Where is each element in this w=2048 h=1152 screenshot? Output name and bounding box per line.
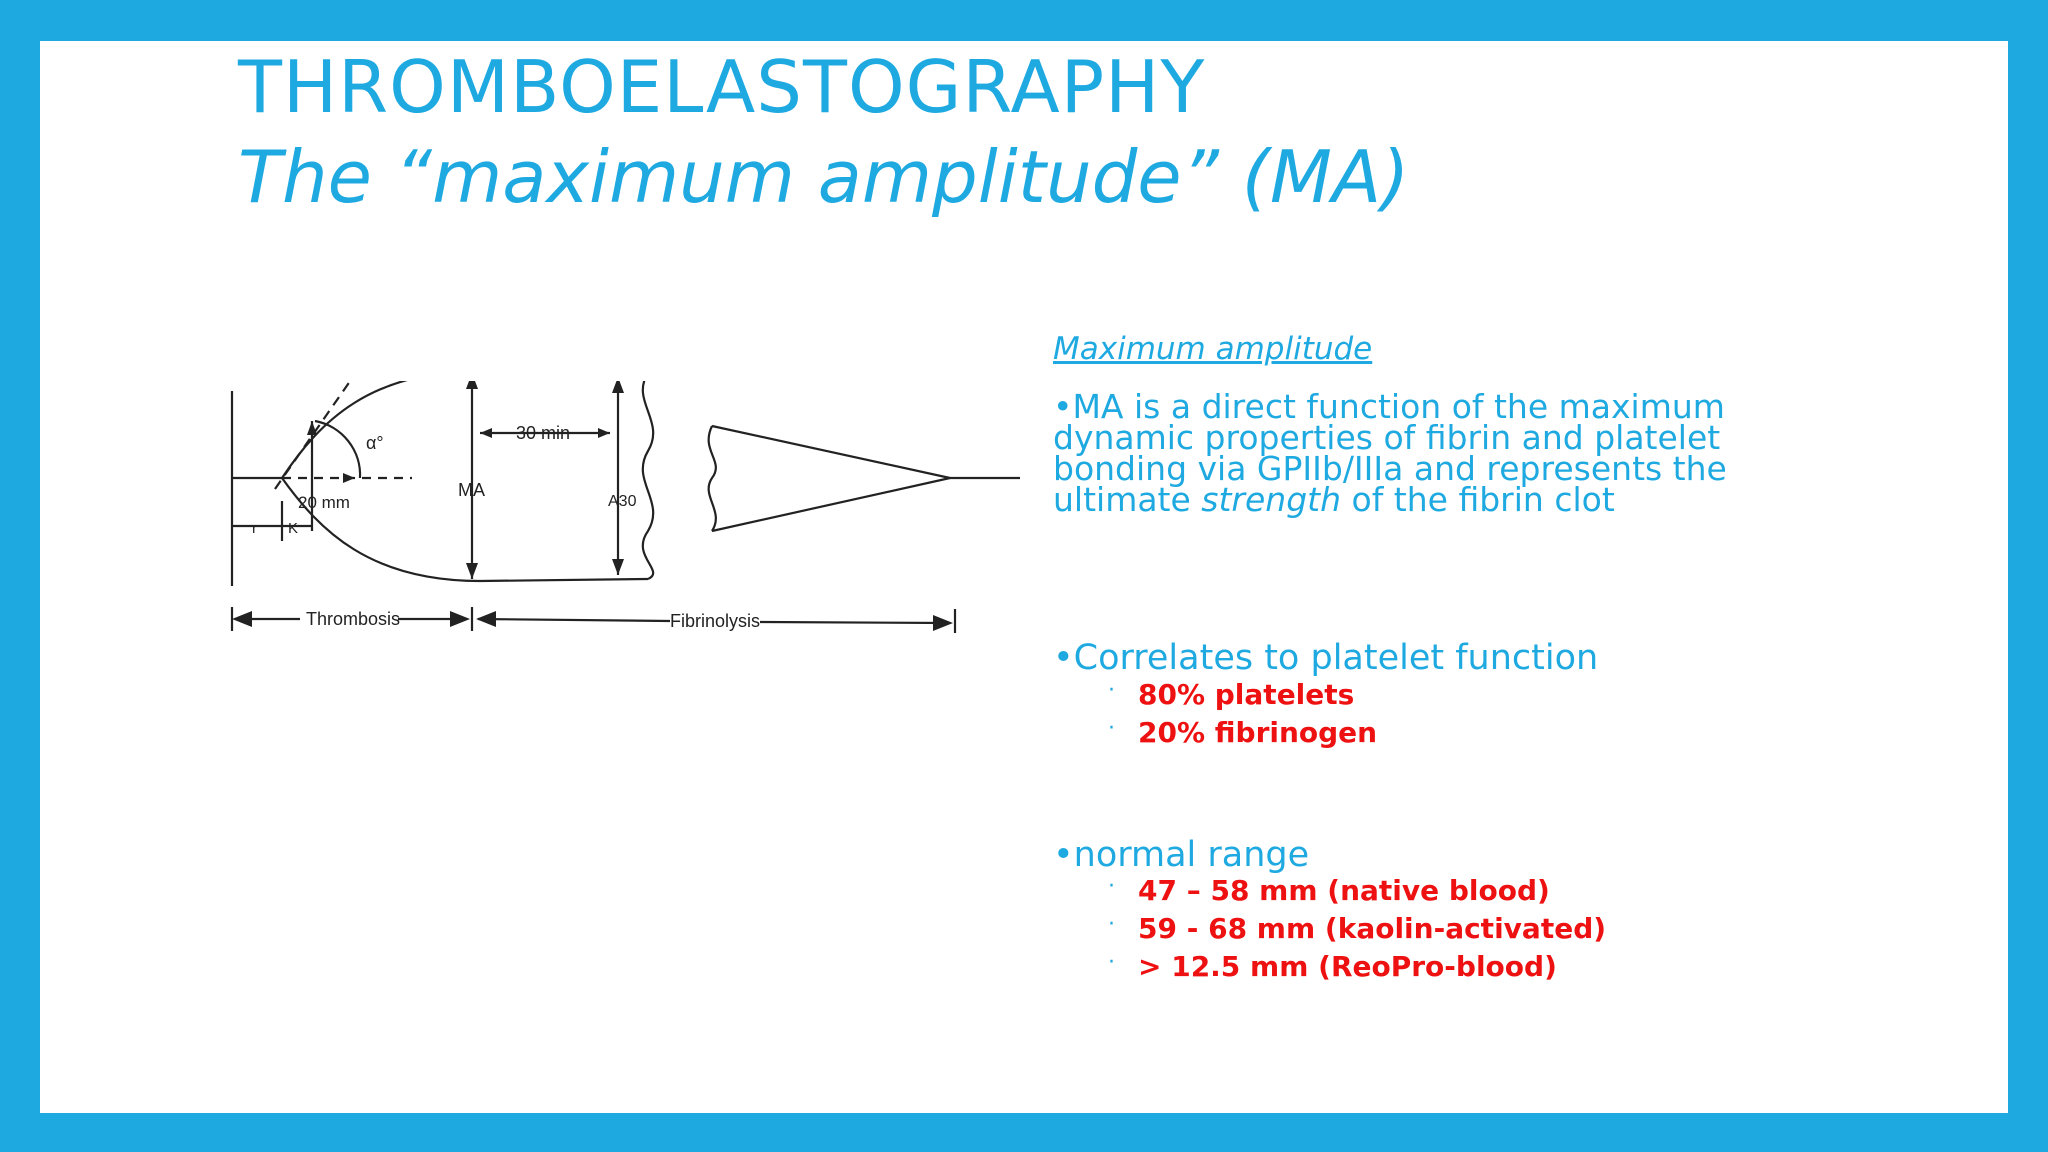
bullet-marker: · bbox=[1108, 874, 1115, 899]
bullet-marker: · bbox=[1108, 950, 1115, 975]
label-alpha: α° bbox=[366, 433, 384, 453]
sub-bullet-native bbox=[1108, 874, 1550, 907]
bullet-marker: · bbox=[1108, 716, 1115, 741]
paragraph-emphasis: strength bbox=[1201, 480, 1342, 519]
paragraph-end: of the fibrin clot bbox=[1341, 480, 1615, 519]
label-thrombosis: Thrombosis bbox=[306, 609, 401, 629]
description-paragraph bbox=[1053, 387, 1773, 519]
sub-bullet-text: > 12.5 mm (ReoPro-blood) bbox=[1138, 950, 1557, 983]
ma-arrowhead-top bbox=[466, 381, 478, 389]
fibrinolysis-arrowhead-right bbox=[933, 615, 953, 631]
thrombosis-arrowhead-left bbox=[232, 611, 252, 627]
sub-bullet-text: 80% platelets bbox=[1138, 678, 1355, 711]
bullet-marker: · bbox=[1108, 678, 1115, 703]
lysis-upper-line bbox=[712, 426, 950, 478]
sub-bullet-text: 59 - 68 mm (kaolin-activated) bbox=[1138, 912, 1607, 945]
label-ma: MA bbox=[458, 480, 485, 500]
sub-bullet-reopro bbox=[1108, 950, 1557, 983]
thrombosis-arrowhead-right bbox=[450, 611, 470, 627]
bullet-platelet-function: •Correlates to platelet function bbox=[1053, 638, 1599, 678]
sub-bullet-platelets bbox=[1108, 678, 1355, 711]
label-30-min: 30 min bbox=[516, 423, 571, 443]
sub-bullet-kaolin bbox=[1108, 912, 1607, 945]
lysis-wavy-edge bbox=[709, 426, 716, 531]
sub-bullet-fibrinogen bbox=[1108, 716, 1378, 749]
a30-arrowhead-bottom bbox=[612, 559, 624, 575]
label-fibrinolysis: Fibrinolysis bbox=[670, 611, 761, 631]
section-heading: Maximum amplitude bbox=[1053, 331, 1373, 367]
alpha-arrowhead bbox=[343, 473, 355, 483]
fibrinolysis-line-left bbox=[478, 619, 670, 621]
thirty-min-arrowhead-right bbox=[598, 428, 610, 438]
wavy-break bbox=[643, 381, 653, 579]
label-k: K bbox=[288, 520, 299, 537]
sub-bullet-text: 20% fibrinogen bbox=[1138, 716, 1378, 749]
fibrinolysis-arrowhead-left bbox=[476, 611, 496, 627]
a30-arrowhead-top bbox=[612, 381, 624, 393]
teg-diagram bbox=[180, 381, 1040, 821]
title-line-2: The “maximum amplitude” (MA) bbox=[238, 135, 1410, 219]
ma-arrowhead-bottom bbox=[466, 563, 478, 579]
label-a30: A30 bbox=[608, 493, 637, 510]
thirty-min-arrowhead-left bbox=[480, 428, 492, 438]
label-r: r bbox=[252, 520, 257, 537]
paragraph-text: •MA is a direct function of the maximum dynamic properties of fibrin and platelet bonding via GPIIb/IIIa and represents the ultimate bbox=[1053, 387, 1727, 519]
bullet-marker: · bbox=[1108, 912, 1115, 937]
sub-bullet-text: 47 – 58 mm (native blood) bbox=[1138, 874, 1550, 907]
lysis-lower-line bbox=[712, 478, 950, 531]
bullet-normal-range: •normal range bbox=[1053, 835, 1310, 875]
slide bbox=[40, 41, 2008, 1113]
twenty-mm-arrowhead-top bbox=[307, 421, 317, 435]
fibrinolysis-line-right bbox=[760, 622, 948, 623]
title-line-1: THROMBOELASTOGRAPHY bbox=[238, 45, 1206, 129]
label-20-mm: 20 mm bbox=[298, 493, 350, 512]
